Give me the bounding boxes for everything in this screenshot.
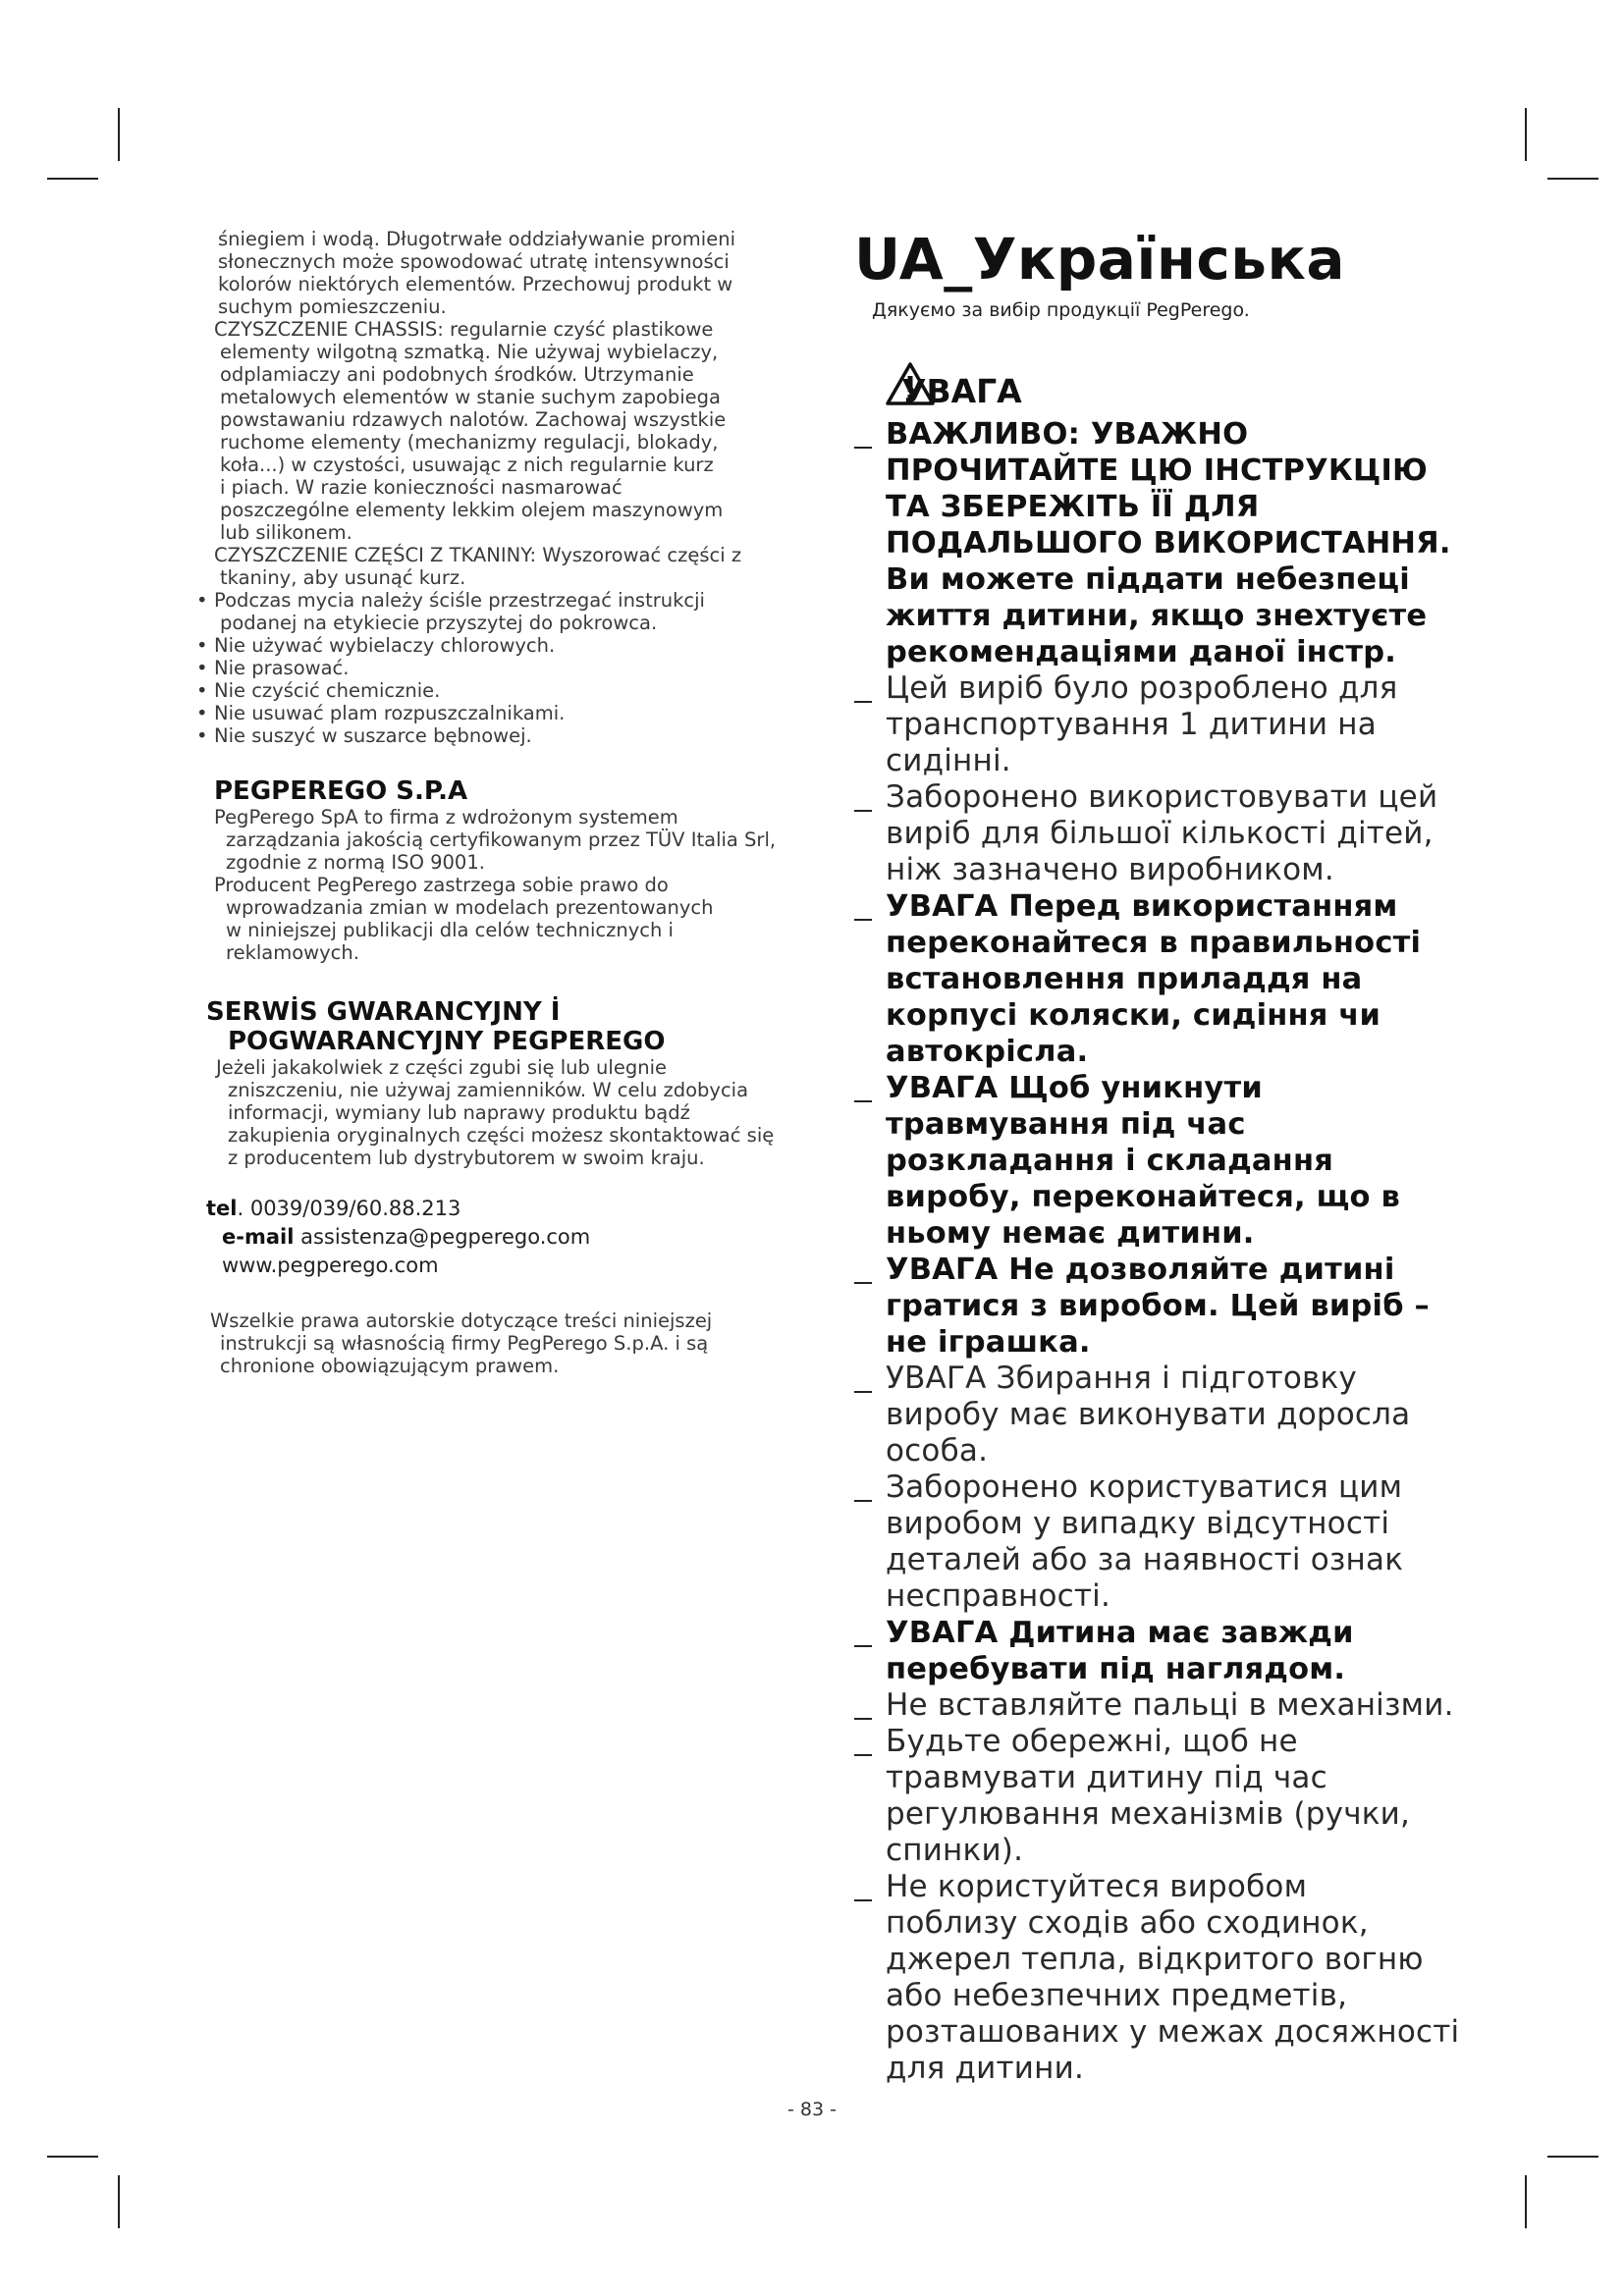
text-line: рекомендаціями даної інстр. (886, 635, 1397, 669)
text-line: особа. (886, 1433, 989, 1468)
language-title: UA_Українська (854, 226, 1345, 293)
text-line: elementy wilgotną szmatką. Nie używaj wybielaczy, (220, 341, 719, 363)
text-line: несправності. (886, 1578, 1110, 1614)
text-line: встановлення приладдя на (886, 962, 1363, 996)
text-line: УВАГА Дитина має завжди (886, 1616, 1354, 1650)
text-line: поблизу сходів або сходинок, (886, 1905, 1369, 1941)
text-line: suchym pomieszczeniu. (218, 295, 447, 318)
list-item: • Nie czyścić chemicznie. (196, 679, 785, 702)
warning-item (854, 1361, 1483, 1469)
crop-mark (118, 108, 120, 161)
text-line: wprowadzania zmian w modelach prezentowanych (226, 896, 714, 919)
warning-item (854, 1615, 1483, 1687)
chassis-cleaning-paragraph (196, 318, 785, 544)
ukrainian-column (854, 228, 1483, 2087)
list-item: • Nie suszyć w suszarce bębnowej. (196, 724, 785, 747)
warning-item (854, 1070, 1483, 1252)
warning-list (854, 416, 1483, 2087)
text-line: odplamiaczy ani podobnych środków. Utrzymanie (220, 363, 694, 386)
crop-mark (118, 2175, 120, 2228)
text-line: УВАГА Щоб уникнути (886, 1071, 1263, 1105)
text-line: słonecznych może spowodować utratę intensywności (218, 250, 730, 273)
website-link[interactable]: www.pegperego.com (222, 1254, 439, 1277)
text-line: переконайтеся в правильності (886, 926, 1422, 960)
contact-block (196, 1195, 785, 1280)
text-line: z producentem lub dystrybutorem w swoim kraju. (228, 1147, 705, 1169)
text-line: tkaniny, aby usunąć kurz. (220, 566, 466, 589)
text-line: CZYSZCZENIE CHASSIS: regularnie czyść plastikowe (214, 318, 714, 341)
email-link[interactable]: assistenza@pegperego.com (294, 1225, 591, 1249)
text-line: або небезпечних предметів, (886, 1978, 1348, 2013)
service-heading-line: POGWARANCYJNY PEGPEREGO (228, 1027, 666, 1056)
text-line: powstawaniu rdzawych nalotów. Zachowaj wszystkie (220, 408, 727, 431)
text-line: poszczególne elementy lekkim olejem maszynowym (220, 499, 724, 521)
text-line: УВАГА Перед використанням (886, 889, 1398, 924)
text-line: виріб для більшої кількості дітей, (886, 816, 1434, 851)
text-line: травмувати дитину під час (886, 1760, 1327, 1795)
phone-line: tel. 0039/039/60.88.213 (206, 1197, 461, 1220)
text-line: instrukcji są własnością firmy PegPerego S.p.A. i są (220, 1332, 709, 1355)
crop-mark (1525, 2175, 1527, 2228)
text-line: спинки). (886, 1833, 1024, 1868)
email-line: e-mail assistenza@pegperego.com (222, 1225, 591, 1249)
text-line: Ви можете піддати небезпеці (886, 562, 1410, 597)
text-line: Заборонено використовувати цей (886, 779, 1438, 815)
service-heading (196, 997, 785, 1056)
crop-mark (1525, 108, 1527, 161)
text-line: śniegiem i wodą. Długotrwałe oddziaływanie promieni (218, 228, 735, 250)
warning-item (854, 416, 1483, 670)
list-item: • Nie prasować. (196, 657, 785, 679)
text-line: zgodnie z normą ISO 9001. (226, 851, 485, 874)
text-line: виробу має виконувати доросла (886, 1397, 1411, 1432)
warning-heading (854, 371, 1483, 412)
text-line: розташованих у межах досяжності (886, 2014, 1460, 2050)
crop-mark (47, 178, 98, 180)
text-line: для дитини. (886, 2051, 1085, 2086)
washing-instructions-list (196, 589, 785, 747)
warning-heading-text: УВАГА (901, 372, 1022, 410)
producer-paragraph (196, 874, 785, 964)
text-line: Не користуйтеся виробом (886, 1869, 1308, 1904)
text-line: koła...) w czystości, usuwając z nich regularnie kurz (220, 454, 714, 476)
company-heading: PEGPEREGO S.P.A (214, 776, 468, 806)
crop-mark (1547, 178, 1598, 180)
text-line: zniszczeniu, nie używaj zamienników. W celu zdobycia (228, 1079, 749, 1101)
list-item: • Podczas mycia należy ściśle przestrzegać instrukcji podanej na etykiecie przyszytej do pokrowca. (196, 589, 785, 634)
text-line: ВАЖЛИВО: УВАЖНО (886, 417, 1249, 452)
text-line: Цей виріб було розроблено для (886, 670, 1398, 706)
text-line: травмування під час (886, 1107, 1246, 1142)
text-line: гратися з виробом. Цей виріб – (886, 1289, 1430, 1323)
text-line: w niniejszej publikacji dla celów technicznych i (226, 919, 674, 941)
text-line: informacji, wymiany lub naprawy produktu bądź (228, 1101, 690, 1124)
warning-item (854, 888, 1483, 1070)
list-item: • Nie usuwać plam rozpuszczalnikami. (196, 702, 785, 724)
text-line: lub silikonem. (220, 521, 352, 544)
text-line: i piach. W razie konieczności nasmarować (220, 476, 623, 499)
text-line: перебувати під наглядом. (886, 1652, 1346, 1686)
text-line: ньому немає дитини. (886, 1216, 1255, 1251)
text-line: zakupienia oryginalnych części możesz skontaktować się (228, 1124, 775, 1147)
text-line: УВАГА Збирання і підготовку (886, 1361, 1357, 1396)
intro-paragraph (196, 228, 785, 318)
text-line: не іграшка. (886, 1325, 1091, 1360)
text-line: CZYSZCZENIE CZĘŚCI Z TKANINY: Wyszorować części z (214, 544, 742, 566)
text-line: ПОДАЛЬШОГО ВИКОРИСТАННЯ. (886, 526, 1451, 561)
text-line: chronione obowiązującym prawem. (220, 1355, 560, 1377)
text-line: життя дитини, якщо знехтуєте (886, 599, 1428, 633)
text-line: виробу, переконайтеся, що в (886, 1180, 1401, 1214)
text-line: metalowych elementów w stanie suchym zapobiega (220, 386, 722, 408)
text-line: корпусі коляски, сидіння чи (886, 998, 1381, 1033)
text-line: виробом у випадку відсутності (886, 1506, 1390, 1541)
text-line: транспортування 1 дитини на (886, 707, 1377, 742)
text-line: ТА ЗБЕРЕЖІТЬ ЇЇ ДЛЯ (886, 490, 1260, 524)
text-line: ніж зазначено виробником. (886, 852, 1334, 887)
text-line: сидінні. (886, 743, 1011, 778)
text-line: Не вставляйте пальці в механізми. (886, 1687, 1454, 1723)
text-line: PegPerego SpA to firma z wdrożonym systemem (214, 806, 678, 828)
text-line: zarządzania jakością certyfikowanym przez TÜV Italia Srl, (226, 828, 777, 851)
text-line: Jeżeli jakakolwiek z części zgubi się lub ulegnie (216, 1056, 667, 1079)
text-line: reklamowych. (226, 941, 359, 964)
company-paragraph (196, 806, 785, 874)
warning-item (854, 1869, 1483, 2087)
text-line: джерел тепла, відкритого вогню (886, 1942, 1424, 1977)
page-number: - 83 - (787, 2099, 837, 2120)
warning-item (854, 1724, 1483, 1869)
warning-item (854, 670, 1483, 779)
thanks-line: Дякуємо за вибір продукції PegPerego. (872, 299, 1250, 321)
text-line: розкладання і складання (886, 1144, 1334, 1178)
warning-item (854, 779, 1483, 888)
service-heading-line: SERWİS GWARANCYJNY İ (206, 997, 561, 1027)
text-line: автокрісла. (886, 1035, 1089, 1069)
text-line: ruchome elementy (mechanizmy regulacji, blokady, (220, 431, 719, 454)
text-line: УВАГА Не дозволяйте дитині (886, 1253, 1395, 1287)
crop-mark (47, 2156, 98, 2158)
fabric-cleaning-paragraph (196, 544, 785, 589)
text-line: Producent PegPerego zastrzega sobie prawo do (214, 874, 669, 896)
service-paragraph (196, 1056, 785, 1169)
text-line: регулювання механізмів (ручки, (886, 1796, 1411, 1832)
text-line: Заборонено користуватися цим (886, 1469, 1403, 1505)
list-item: • Nie używać wybielaczy chlorowych. (196, 634, 785, 657)
text-line: kolorów niektórych elementów. Przechowuj produkt w (218, 273, 733, 295)
text-line: Будьте обережні, щоб не (886, 1724, 1298, 1759)
warning-item (854, 1252, 1483, 1361)
copyright-paragraph (196, 1309, 785, 1377)
warning-item (854, 1469, 1483, 1615)
text-line: деталей або за наявності ознак (886, 1542, 1404, 1577)
warning-item (854, 1687, 1483, 1724)
crop-mark (1547, 2156, 1598, 2158)
polish-column (196, 228, 785, 1377)
text-line: ПРОЧИТАЙТЕ ЦЮ ІНСТРУКЦІЮ (886, 454, 1428, 488)
text-line: Wszelkie prawa autorskie dotyczące treści niniejszej (210, 1309, 713, 1332)
